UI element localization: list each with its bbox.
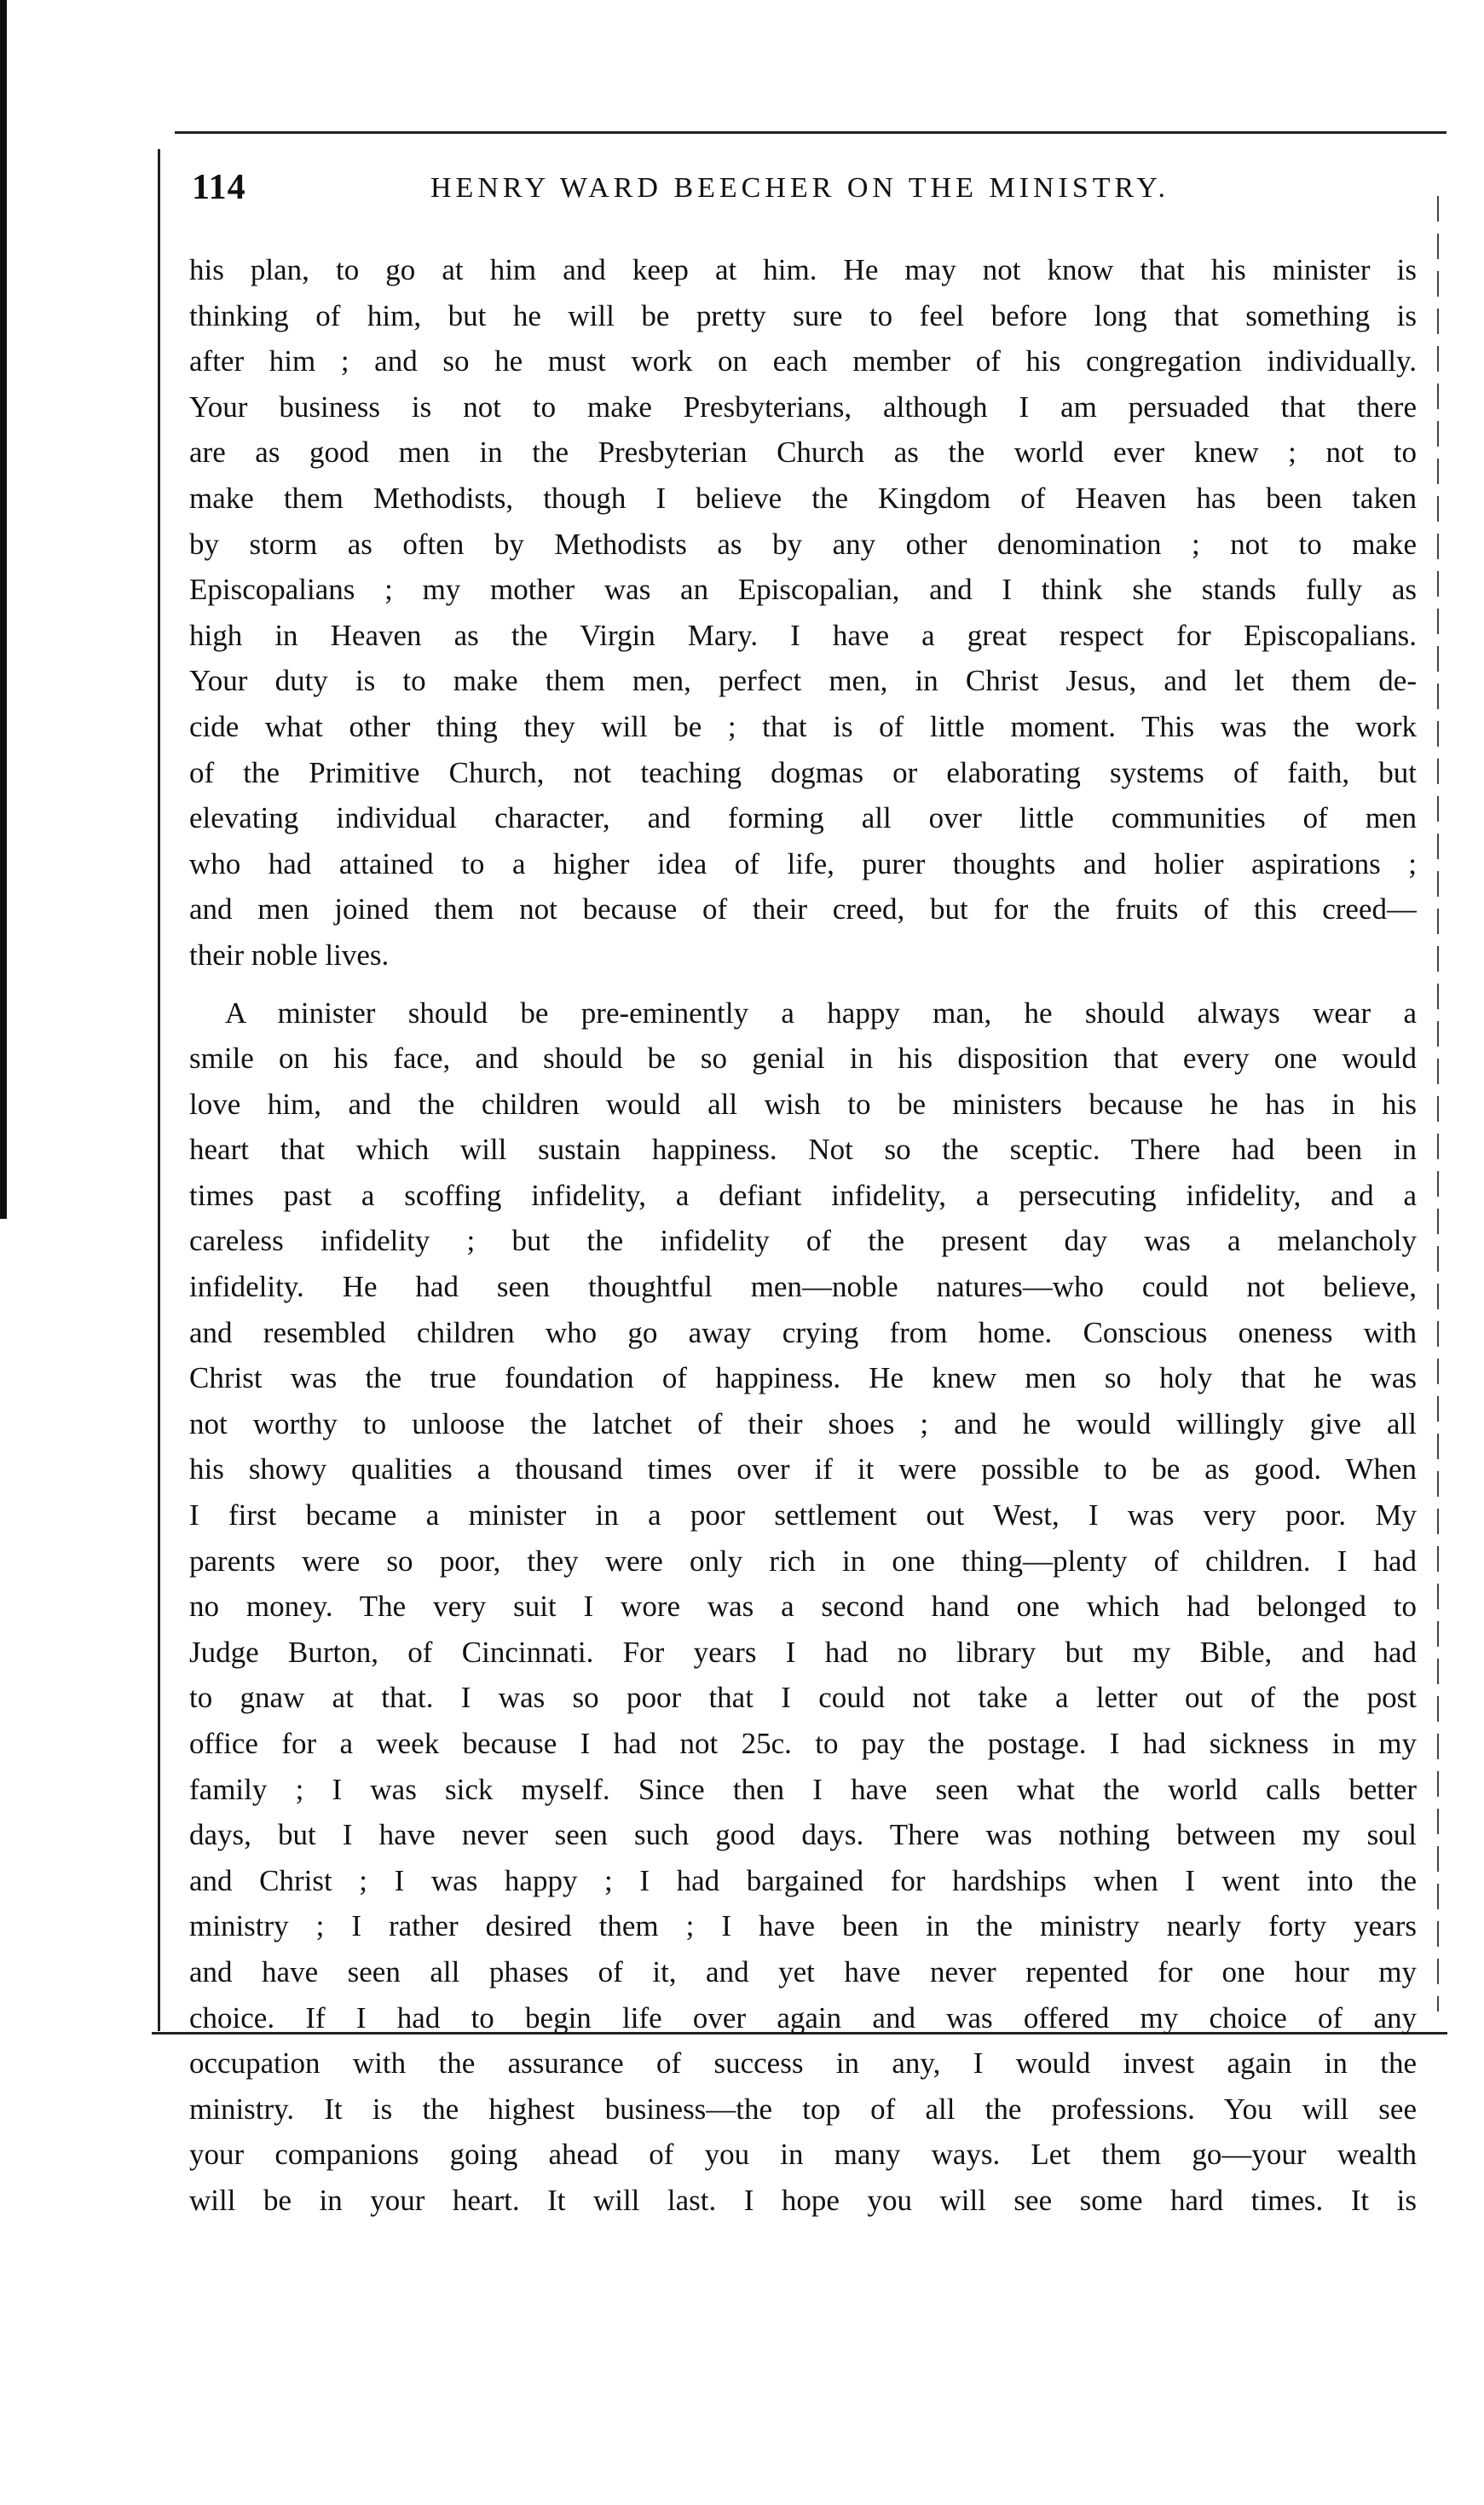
text-line: your companions going ahead of you in many ways. Let them go—your wealth bbox=[189, 2138, 1417, 2172]
paragraph bbox=[189, 990, 1417, 2224]
text-line: to gnaw at that. I was so poor that I could not take a letter out of the post bbox=[189, 1681, 1417, 1715]
text-line: not worthy to unloose the latchet of their shoes ; and he would willingly give all bbox=[189, 1406, 1417, 1440]
top-border-rule bbox=[175, 131, 1446, 134]
text-line: no money. The very suit I wore was a second hand one which had belonged to bbox=[189, 1590, 1417, 1624]
body-text bbox=[189, 247, 1417, 2224]
page-number: 114 bbox=[192, 168, 246, 207]
text-line: days, but I have never seen such good days. There was nothing between my soul bbox=[189, 1818, 1417, 1852]
text-line: Judge Burton, of Cincinnati. For years I had no library but my Bible, and had bbox=[189, 1635, 1417, 1669]
text-line: cide what other thing they will be ; that is of little moment. This was the work bbox=[189, 709, 1417, 743]
text-line: smile on his face, and should be so genial in his disposition that every one would bbox=[189, 1042, 1417, 1076]
text-line: and Christ ; I was happy ; I had bargained for hardships when I went into the bbox=[189, 1863, 1417, 1897]
text-line: his plan, to go at him and keep at him. He may not know that his minister is bbox=[189, 253, 1417, 286]
text-line: choice. If I had to begin life over again and was offered my choice of any bbox=[189, 2000, 1417, 2035]
text-line: high in Heaven as the Virgin Mary. I have a great respect for Episcopalians. bbox=[189, 618, 1417, 652]
text-line: careless infidelity ; but the infidelity of the present day was a melancholy bbox=[189, 1224, 1417, 1258]
text-line: ministry. It is the highest business—the top of all the professions. You will see bbox=[189, 2092, 1417, 2126]
text-line: their noble lives. bbox=[189, 938, 390, 972]
text-line: will be in your heart. It will last. I hope you will see some hard times. It is bbox=[189, 2183, 1417, 2217]
text-line: by storm as often by Methodists as by any other denomination ; not to make bbox=[189, 527, 1417, 561]
text-line: after him ; and so he must work on each member of his congregation individually. bbox=[189, 344, 1417, 378]
text-line: ministry ; I rather desired them ; I have been in the ministry nearly forty years bbox=[189, 1909, 1417, 1943]
text-line: and men joined them not because of their creed, but for the fruits of this creed— bbox=[189, 892, 1417, 926]
running-title: HENRY WARD BEECHER ON THE MINISTRY. bbox=[430, 172, 1170, 204]
text-line: office for a week because I had not 25c. to pay the postage. I had sickness in my bbox=[189, 1727, 1417, 1760]
text-line: infidelity. He had seen thoughtful men—noble natures—who could not believe, bbox=[189, 1270, 1417, 1304]
text-line: love him, and the children would all wish to be ministers because he has in his bbox=[189, 1087, 1417, 1121]
text-line: Christ was the true foundation of happiness. He knew men so holy that he was bbox=[189, 1361, 1417, 1395]
running-head bbox=[192, 167, 1419, 218]
text-line: of the Primitive Church, not teaching dogmas or elaborating systems of faith, but bbox=[189, 755, 1417, 789]
text-line: who had attained to a higher idea of life, purer thoughts and holier aspirations ; bbox=[189, 846, 1417, 880]
text-line: his showy qualities a thousand times over if it were possible to be as good. When bbox=[189, 1452, 1417, 1486]
text-line: A minister should be pre-eminently a happy man, he should always wear a bbox=[225, 996, 1417, 1030]
text-line: heart that which will sustain happiness. Not so the sceptic. There had been in bbox=[189, 1133, 1417, 1167]
left-border-rule bbox=[158, 149, 160, 2031]
text-line: and resembled children who go away crying from home. Conscious oneness with bbox=[189, 1315, 1417, 1349]
text-line: Your business is not to make Presbyterians, although I am persuaded that there bbox=[189, 390, 1417, 424]
text-line: are as good men in the Presbyterian Church as the world ever knew ; not to bbox=[189, 436, 1417, 470]
text-line: Episcopalians ; my mother was an Episcopalian, and I think she stands fully as bbox=[189, 573, 1417, 607]
scan-edge-shadow bbox=[0, 0, 7, 1219]
text-line: and have seen all phases of it, and yet have never repented for one hour my bbox=[189, 1954, 1417, 1988]
text-line: times past a scoffing infidelity, a defiant infidelity, a persecuting infidelity, and a bbox=[189, 1178, 1417, 1212]
paragraph-gap bbox=[189, 978, 1417, 990]
text-line: I first became a minister in a poor settlement out West, I was very poor. My bbox=[189, 1498, 1417, 1532]
text-line: parents were so poor, they were only rich in one thing—plenty of children. I had bbox=[189, 1544, 1417, 1578]
text-line: make them Methodists, though I believe the Kingdom of Heaven has been taken bbox=[189, 481, 1417, 515]
text-line: Your duty is to make them men, perfect men, in Christ Jesus, and let them de- bbox=[189, 664, 1417, 698]
text-line: thinking of him, but he will be pretty sure to feel before long that something is bbox=[189, 298, 1417, 332]
text-line: occupation with the assurance of success in any, I would invest again in the bbox=[189, 2046, 1417, 2081]
right-border-rule bbox=[1437, 196, 1439, 2012]
text-line: family ; I was sick myself. Since then I have seen what the world calls better bbox=[189, 1772, 1417, 1806]
paragraph bbox=[189, 247, 1417, 978]
text-line: elevating individual character, and forming all over little communities of men bbox=[189, 801, 1417, 835]
